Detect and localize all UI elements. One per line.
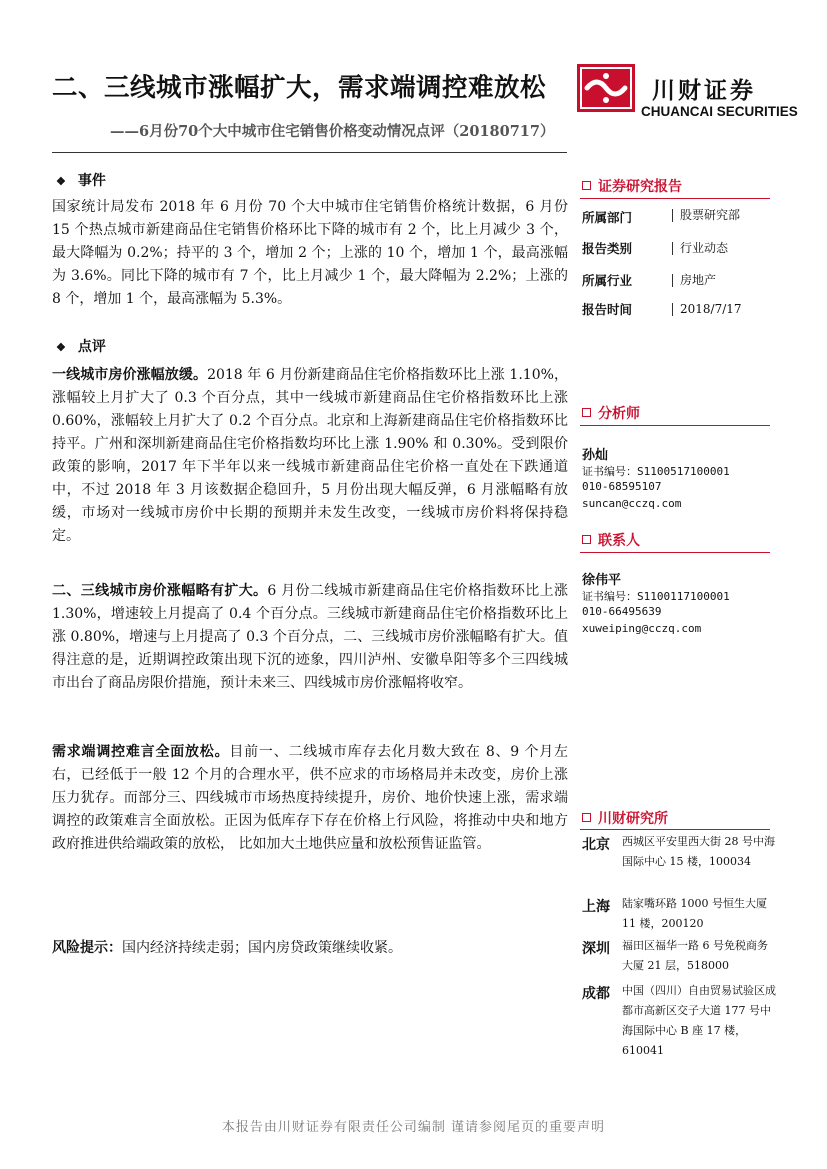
office-address-beijing: 西城区平安里西大街 28 号中海国际中心 15 楼，100034 bbox=[622, 835, 775, 868]
meta-value-date: 2018/7/17 bbox=[672, 303, 742, 316]
office-city-shenzhen: 深圳 bbox=[582, 941, 610, 957]
diamond-bullet-icon: ❖ bbox=[56, 341, 66, 354]
sidebar-divider bbox=[580, 425, 770, 426]
office-city-chengdu: 成都 bbox=[582, 986, 610, 1002]
page-footer: 本报告由川财证券有限责任公司编制 谨请参阅尾页的重要声明 bbox=[221, 1120, 606, 1135]
contact-email[interactable]: xuweiping@cczq.com bbox=[582, 622, 702, 635]
office-city-shanghai: 上海 bbox=[582, 899, 610, 915]
risk-warning bbox=[52, 937, 568, 960]
square-bullet-icon bbox=[582, 181, 591, 190]
sidebar-heading-contact: 联系人 bbox=[582, 530, 640, 550]
comment-paragraph-1 bbox=[52, 364, 568, 548]
brand-name-cn: 川财证券 bbox=[652, 78, 756, 104]
analyst-cert: 证书编号：S1100517100001 bbox=[582, 465, 730, 478]
comment-body-1: 2018 年 6 月份新建商品住宅价格指数环比上涨 1.10%，涨幅较上月扩大了 0.3 个百分点，其中一线城市新建商品住宅价格指数环比上涨 0.60%，涨幅较上月扩大了 0.2 个百分点。北京和上海新建商品住宅价格指数环比持平。广州和深圳新建商品住宅价格指数均环比上涨 1.90% 和 0.30%。受到限价政策的影响，2017 年下半年以来一线城市新建商品住宅价格一直处在下跌通道中，不过 2018 年 3 月该数据企稳回升，5 月份出现大幅反弹，6 月涨幅略有放缓，市场对一线城市房价中长期的预期并未发生改变，一线城市房价料将保持稳定。 bbox=[52, 367, 568, 544]
header-divider bbox=[52, 152, 567, 153]
comment-body-3: 目前一、二线城市库存去化月数大致在 8、9 个月左右，已经低于一般 12 个月的合理水平，供不应求的市场格局并未改变，房价上涨压力犹存。而部分三、四线城市市场热度持续提升，房价、地价快速上涨，需求端调控的政策难言全面放松。正因为低库存下存在价格上行风险，将推动中央和地方政府推进供给端政策的放松， 比如加大土地供应量和放松预售证监管。 bbox=[52, 744, 569, 852]
comment-body-2: 6 月份二线城市新建商品住宅价格指数环比上涨 1.30%，增速较上月提高了 0.4 个百分点。三线城市新建商品住宅价格指数环比上涨 0.80%，增速与上月提高了 0.3 个百分点，二、三线城市房价涨幅略有扩大。值得注意的是，近期调控政策出现下沉的迹象，四川泸州、安徽阜阳等多个三四线城市出台了商品房限价措施，预计未来三、四线城市房价涨幅将收窄。 bbox=[52, 583, 569, 691]
report-subtitle: ——6月份70个大中城市住宅销售价格变动情况点评（20180717） bbox=[110, 123, 555, 140]
contact-cert: 证书编号：S1100117100001 bbox=[582, 590, 730, 603]
sidebar-heading-analyst: 分析师 bbox=[582, 403, 640, 423]
contact-name: 徐伟平 bbox=[582, 573, 622, 588]
office-address-shenzhen: 福田区福华一路 6 号免税商务大厦 21 层，518000 bbox=[622, 939, 768, 972]
meta-label-industry: 所属行业 bbox=[582, 273, 633, 288]
risk-lead: 风险提示： bbox=[52, 940, 122, 956]
sidebar-divider bbox=[580, 829, 770, 830]
sidebar-divider bbox=[580, 198, 770, 199]
meta-label-category: 报告类别 bbox=[582, 241, 633, 256]
square-bullet-icon bbox=[582, 813, 591, 822]
sidebar-heading-report: 证券研究报告 bbox=[582, 176, 682, 196]
chuancai-logo-icon bbox=[577, 64, 635, 112]
section-heading-comment: ❖ 点评 bbox=[56, 339, 106, 355]
analyst-phone: 010-68595107 bbox=[582, 480, 662, 493]
comment-lead-1: 一线城市房价涨幅放缓。 bbox=[52, 367, 208, 383]
report-title: 二、三线城市涨幅扩大，需求端调控难放松 bbox=[52, 73, 547, 103]
risk-body: 国内经济持续走弱；国内房贷政策继续收紧。 bbox=[122, 940, 402, 956]
office-city-beijing: 北京 bbox=[582, 837, 610, 853]
comment-lead-3: 需求端调控难言全面放松。 bbox=[52, 744, 230, 760]
analyst-email[interactable]: suncan@cczq.com bbox=[582, 497, 682, 510]
comment-paragraph-3 bbox=[52, 741, 568, 856]
office-address-chengdu: 中国（四川）自由贸易试验区成都市高新区交子大道 177 号中海国际中心 B 座 17 楼，610041 bbox=[622, 984, 776, 1057]
comment-lead-2: 二、三线城市房价涨幅略有扩大。 bbox=[52, 583, 268, 599]
sidebar-heading-institute: 川财研究所 bbox=[582, 808, 668, 828]
diamond-bullet-icon: ❖ bbox=[56, 175, 66, 188]
meta-value-category: 行业动态 bbox=[672, 242, 728, 255]
brand-name-en: CHUANCAI SECURITIES bbox=[641, 104, 798, 119]
contact-phone: 010-66495639 bbox=[582, 605, 662, 618]
meta-label-department: 所属部门 bbox=[582, 210, 633, 225]
event-paragraph: 国家统计局发布 2018 年 6 月份 70 个大中城市住宅销售价格统计数据，6 月份 15 个热点城市新建商品住宅销售价格环比下降的城市有 2 个，比上月减少 3 个，最大降幅为 0.2%；持平的 3 个，增加 2 个；上涨的 10 个，增加 1 个，最高涨幅为 3.6%。同比下降的城市有 7 个，比上月减少 1 个，最大降幅为 2.2%；上涨的 8 个，增加 1 个，最高涨幅为 5.3%。 bbox=[52, 199, 568, 307]
section-heading-event: ❖ 事件 bbox=[56, 173, 106, 189]
square-bullet-icon bbox=[582, 408, 591, 417]
office-address-shanghai: 陆家嘴环路 1000 号恒生大厦 11 楼，200120 bbox=[622, 897, 767, 930]
square-bullet-icon bbox=[582, 535, 591, 544]
meta-value-department: 股票研究部 bbox=[672, 209, 740, 222]
comment-paragraph-2 bbox=[52, 580, 568, 695]
sidebar-divider bbox=[580, 552, 770, 553]
meta-label-date: 报告时间 bbox=[582, 302, 633, 317]
analyst-name: 孙灿 bbox=[582, 448, 609, 463]
meta-value-industry: 房地产 bbox=[672, 274, 716, 287]
